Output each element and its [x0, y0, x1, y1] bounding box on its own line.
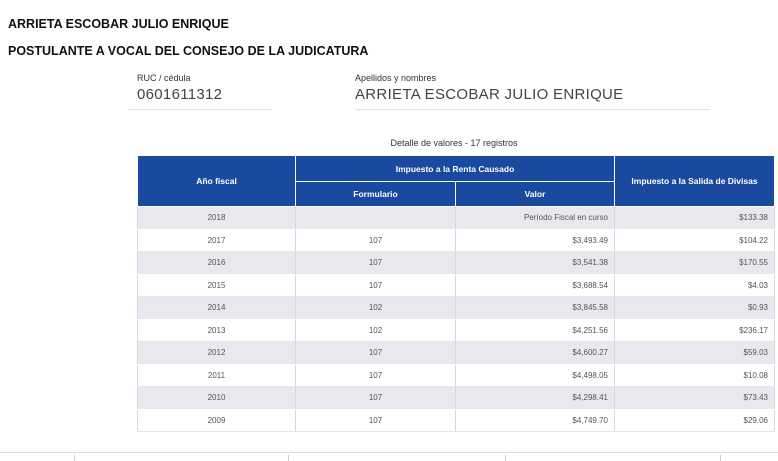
cell-year: 2012 — [138, 342, 296, 365]
cell-form: 107 — [296, 409, 456, 432]
cell-year: 2013 — [138, 319, 296, 342]
cell-value: $3,541.38 — [456, 252, 615, 275]
cell-form: 102 — [296, 319, 456, 342]
ruc-value: 0601611312 — [137, 86, 223, 103]
ruc-label: RUC / cédula — [137, 73, 191, 83]
cell-value: $3,493.49 — [456, 229, 615, 252]
table-caption-wrap — [0, 138, 778, 148]
cell-form: 107 — [296, 342, 456, 365]
cell-isd: $170.55 — [615, 252, 775, 275]
header-value: Valor — [456, 182, 615, 207]
cell-year: 2010 — [138, 387, 296, 410]
cell-isd: $236.17 — [615, 319, 775, 342]
table-row — [138, 364, 775, 387]
names-underline — [355, 109, 710, 110]
table-row — [138, 229, 775, 252]
cell-isd: $104.22 — [615, 229, 775, 252]
cell-year: 2017 — [138, 229, 296, 252]
bottom-tick — [505, 455, 506, 461]
header-income-tax: Impuesto a la Renta Causado — [296, 156, 615, 182]
bottom-tick — [74, 455, 75, 461]
names-label: Apellidos y nombres — [355, 73, 437, 83]
cell-isd: $4.03 — [615, 274, 775, 297]
cell-value: $4,600.27 — [456, 342, 615, 365]
cell-form: 107 — [296, 274, 456, 297]
cell-value: $4,298.41 — [456, 387, 615, 410]
cell-year: 2015 — [138, 274, 296, 297]
cell-value: $4,498.05 — [456, 364, 615, 387]
cell-isd: $59.03 — [615, 342, 775, 365]
bottom-tick — [288, 455, 289, 461]
ruc-underline — [128, 109, 272, 110]
tax-table — [137, 155, 775, 432]
candidate-name-heading: ARRIETA ESCOBAR JULIO ENRIQUE — [8, 17, 229, 31]
cell-value: $3,845.58 — [456, 297, 615, 320]
table-row — [138, 387, 775, 410]
cell-value: Período Fiscal en curso — [456, 207, 615, 230]
header-form: Formulario — [296, 182, 456, 207]
header-fiscal-year: Año fiscal — [138, 156, 296, 207]
table-row — [138, 207, 775, 230]
cell-value: $4,251.56 — [456, 319, 615, 342]
table-row — [138, 297, 775, 320]
cell-isd: $73.43 — [615, 387, 775, 410]
cell-form — [296, 207, 456, 230]
cell-form: 107 — [296, 387, 456, 410]
cell-form: 107 — [296, 229, 456, 252]
cell-value: $3,688.54 — [456, 274, 615, 297]
candidate-role-heading: POSTULANTE A VOCAL DEL CONSEJO DE LA JUDICATURA — [8, 44, 369, 58]
bottom-tick — [720, 455, 721, 461]
table-caption: Detalle de valores - 17 registros — [390, 138, 518, 148]
names-field — [355, 73, 710, 110]
bottom-divider — [0, 452, 778, 453]
cell-form: 107 — [296, 252, 456, 275]
cell-year: 2009 — [138, 409, 296, 432]
cell-value: $4,749.70 — [456, 409, 615, 432]
table-row — [138, 319, 775, 342]
ruc-field — [128, 73, 272, 110]
cell-isd: $133.38 — [615, 207, 775, 230]
cell-year: 2014 — [138, 297, 296, 320]
cell-form: 102 — [296, 297, 456, 320]
cell-form: 107 — [296, 364, 456, 387]
header-isd: Impuesto a la Salida de Divisas — [615, 156, 775, 207]
cell-year: 2016 — [138, 252, 296, 275]
table-row — [138, 252, 775, 275]
table-row — [138, 409, 775, 432]
cell-year: 2018 — [138, 207, 296, 230]
cell-isd: $29.06 — [615, 409, 775, 432]
cell-isd: $10.08 — [615, 364, 775, 387]
table-row — [138, 342, 775, 365]
cell-isd: $0.93 — [615, 297, 775, 320]
names-value: ARRIETA ESCOBAR JULIO ENRIQUE — [355, 86, 624, 103]
table-row — [138, 274, 775, 297]
cell-year: 2011 — [138, 364, 296, 387]
